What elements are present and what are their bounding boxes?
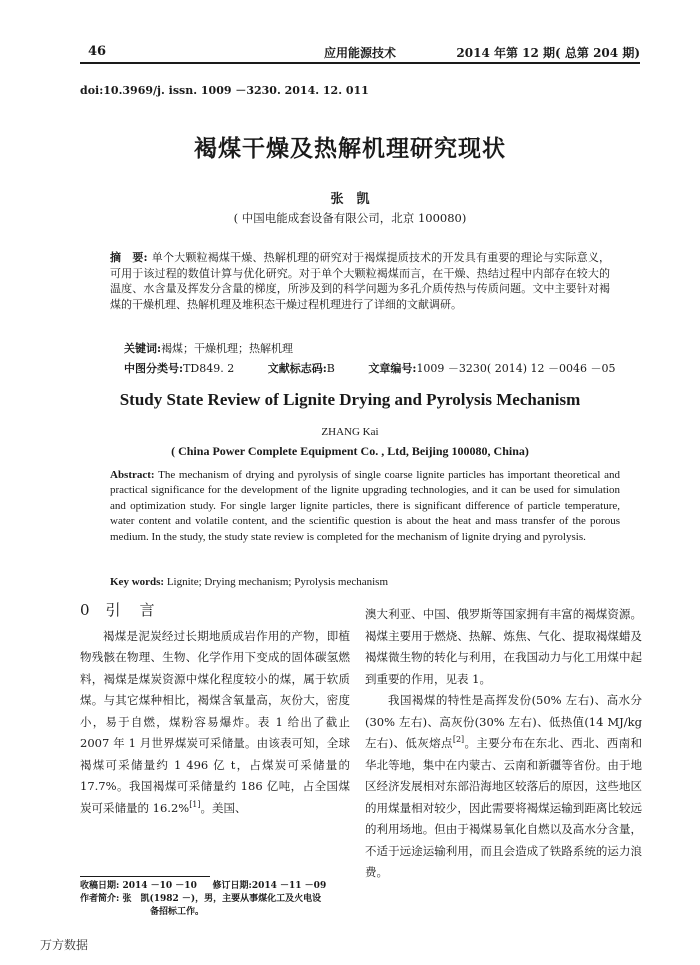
keywords-en-text: Lignite; Drying mechanism; Pyrolysis mechanism <box>164 576 389 588</box>
body-column-left <box>80 600 350 819</box>
citation-ref[interactable]: [2] <box>452 735 465 745</box>
abstract-en-text: The mechanism of drying and pyrolysis of single coarse lignite particles has important theoretical and practical significance for the development of the lignite upgrading technologies, and it can be used for simulation and optimization study. For single larger lignite particles, there is significant difference of particle temperature, water content and volatile content, and the scientific question is about the heat and mass transfer of the porous medium. In the study, the study state review is completed for the mechanism of lignite drying and pyrolysis. <box>110 469 620 543</box>
section-heading <box>80 600 350 622</box>
abstract-cn-text: 单个大颗粒褐煤干燥、热解机理的研究对于褐煤提质技术的开发具有重要的理论与实际意义，可用于该过程的数值计算与优化研究。对于单个大颗粒褐煤而言，在干燥、热结过程中内部存在较大的温度、水含量及挥发分含量的梯度，所涉及到的科学问题为多孔介质传热与传质问题。文中主要针对褐煤的干燥机理、热解机理及堆积态干燥过程机理进行了详细的文献调研。 <box>110 251 611 311</box>
revised-date: 2014 －11 －09 <box>251 881 327 891</box>
abstract-en-label: Abstract: <box>110 469 155 481</box>
received-date-row <box>80 880 360 893</box>
author-bio-label: 作者简介: <box>80 894 120 904</box>
doi: doi:10.3969/j. issn. 1009 －3230. 2014. 12. 011 <box>80 84 369 97</box>
received-date: 2014 －10 －10 <box>122 881 197 891</box>
revised-label: 修订日期: <box>212 881 252 891</box>
paragraph-text: 我国褐煤的特性是高挥发份(50% 左右)、高水分(30% 左右)、高灰份(30% 左右)、低热值(14 MJ/kg 左右)、低灰熔点 <box>365 693 642 750</box>
author-bio-row <box>80 893 360 906</box>
author-bio-row-2: 备招标工作。 <box>150 907 205 917</box>
article-no-value: 1009 －3230( 2014) 12 －0046 －05 <box>416 362 616 375</box>
page-number: 46 <box>88 44 107 59</box>
clc-label: 中图分类号: <box>124 362 184 375</box>
watermark: 万方数据 <box>40 938 89 952</box>
journal-name: 应用能源技术 <box>323 46 396 60</box>
keywords-chinese <box>124 340 293 356</box>
section-title: 引 言 <box>105 601 157 619</box>
abstract-english <box>110 468 620 545</box>
title-english: Study State Review of Lignite Drying and Pyrolysis Mechanism <box>119 390 581 409</box>
paragraph-text: 褐煤是泥炭经过长期地质成岩作用的产物，即植物残骸在物理、生物、化学作用下变成的固体碳氢燃料，褐煤是煤炭资源中煤化程度较小的煤，属于软质煤。与其它煤种相比，褐煤含氧量高，灰份大，密度小，易于自燃，煤粉容易爆炸。表 1 给出了截止 2007 年 1 月世界煤炭可采储量。由该表可知，全球褐煤可采储量约 1 496 亿 t，占煤炭可采储量的 17.7%。我国褐煤可采储量约 186 亿吨，占全国煤炭可采储量的 16.2% <box>80 628 350 815</box>
title-chinese: 褐煤干燥及热解机理研究现状 <box>194 135 506 162</box>
issue-info: 2014 年第 12 期( 总第 204 期) <box>456 46 640 60</box>
running-header <box>80 40 640 64</box>
footnotes <box>80 880 360 919</box>
body-paragraph <box>365 690 642 884</box>
author-english: ZHANG Kai <box>321 426 379 438</box>
keywords-cn-text: 褐煤；干燥机理；热解机理 <box>161 342 294 355</box>
clc-value: TD849. 2 <box>183 362 235 375</box>
doc-code-value: B <box>326 362 335 375</box>
received-label: 收稿日期: <box>80 881 120 891</box>
author-chinese: 张 凯 <box>330 192 370 207</box>
abstract-chinese <box>110 250 610 312</box>
keywords-en-label: Key words: <box>110 576 165 588</box>
keywords-cn-label: 关键词: <box>124 342 162 355</box>
abstract-cn-label: 摘 要: <box>110 251 148 264</box>
affiliation-chinese: ( 中国电能成套设备有限公司，北京 100080) <box>233 211 467 225</box>
keywords-english <box>110 576 388 588</box>
article-no-label: 文章编号: <box>368 362 417 375</box>
section-number: 0 <box>80 601 92 619</box>
classification-row <box>124 360 624 376</box>
paragraph-text: 。美国、 <box>200 800 247 815</box>
body-paragraph: 澳大利亚、中国、俄罗斯等国家拥有丰富的褐煤资源。褐煤主要用于燃烧、热解、炼焦、气化、提取褐煤蜡及褐煤微生物的转化与利用，在我国动力与化工用煤中起到重要的作用，见表 1。 <box>365 607 642 686</box>
paragraph-text: 。主要分布在东北、西北、西南和华北等地，集中在内蒙古、云南和新疆等省份。由于地区经济发展相对东部沿海地区较落后的原因，这些地区的用煤量相对较少，因此需要将褐煤运输到距离比较远的利用场地。但由于褐煤易氧化自燃以及高水分含量，不适于远途运输利用，而且会造成了铁路系统的运力浪费。 <box>365 736 642 879</box>
citation-ref[interactable]: [1] <box>189 799 201 809</box>
body-column-right <box>365 604 642 884</box>
author-bio-text: 张 凯(1982 －)，男，主要从事煤化工及火电设 <box>122 894 322 904</box>
affiliation-english: ( China Power Complete Equipment Co. , Ltd, Beijing 100080, China) <box>171 444 529 458</box>
footnote-rule <box>80 876 210 877</box>
body-paragraph <box>80 626 350 820</box>
doc-code-label: 文献标志码: <box>267 362 327 375</box>
